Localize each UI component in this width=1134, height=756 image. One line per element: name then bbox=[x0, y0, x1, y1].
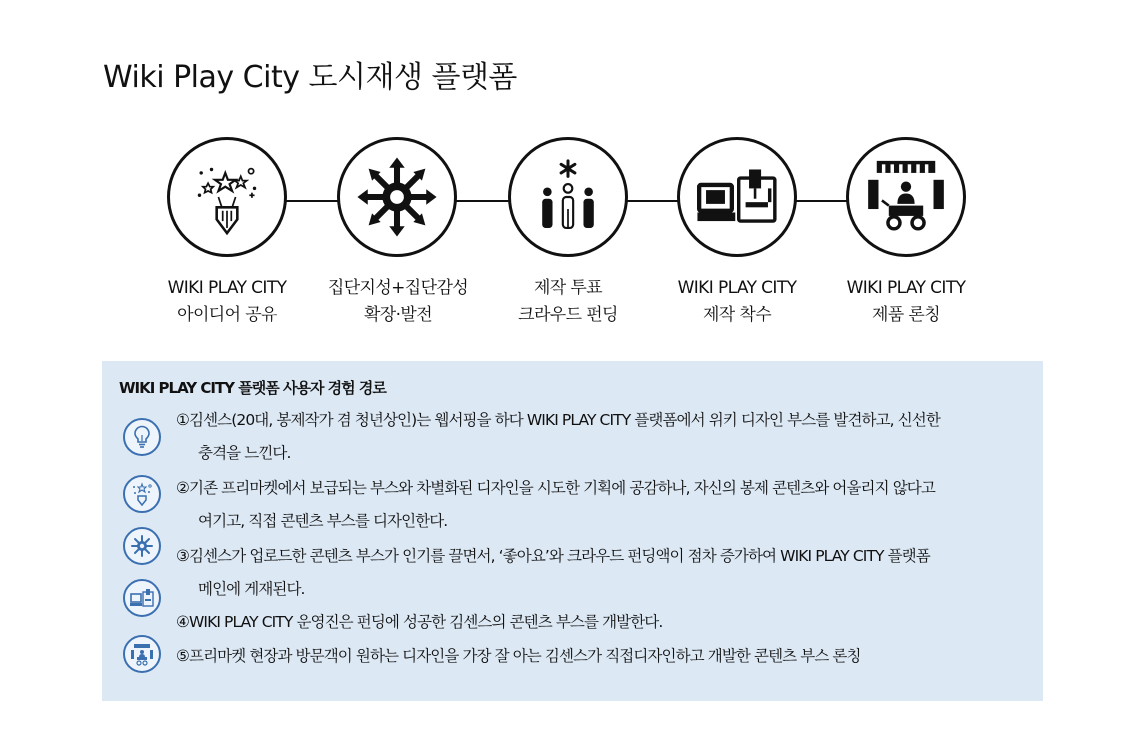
market-stall-icon bbox=[863, 154, 949, 240]
panel-item-2: ②기존 프리마켓에서 보급되는 부스와 차별화된 디자인을 시도한 기획에 공감하나, 자신의 봉제 콘텐츠와 어울리지 않다고 여기고, 직접 콘텐츠 부스를 디자인한다. bbox=[176, 479, 935, 530]
step-4-label: WIKI PLAY CITY 제작 착수 bbox=[677, 278, 797, 325]
fabrication-machine-icon bbox=[694, 154, 780, 240]
fabrication-machine-icon bbox=[129, 585, 155, 611]
collective-intelligence-icon bbox=[129, 533, 155, 559]
step-1-label: WIKI PLAY CITY 아이디어 공유 bbox=[167, 278, 287, 325]
collective-intelligence-icon bbox=[354, 154, 440, 240]
step-4-circle bbox=[677, 137, 797, 257]
idea-pen-icon bbox=[184, 154, 270, 240]
panel-item-5: ⑤프리마켓 현장과 방문객이 원하는 디자인을 가장 잘 아는 김센스가 직접디자인하고 개발한 콘텐츠 부스 론칭 bbox=[176, 647, 861, 665]
panel-icon-5 bbox=[123, 635, 161, 673]
step-5-label: WIKI PLAY CITY 제품 론칭 bbox=[846, 278, 966, 325]
step-3-label: 제작 투표 크라우드 펀딩 bbox=[518, 278, 618, 325]
panel-icon-3 bbox=[123, 527, 161, 565]
lightbulb-icon bbox=[129, 424, 155, 450]
panel-heading: WIKI PLAY CITY 플랫폼 사용자 경험 경로 bbox=[119, 379, 386, 397]
step-3-circle bbox=[508, 137, 628, 257]
panel-icon-1 bbox=[123, 418, 161, 456]
step-2-circle bbox=[337, 137, 457, 257]
user-experience-panel bbox=[102, 361, 1043, 701]
page-title: Wiki Play City 도시재생 플랫폼 bbox=[103, 60, 517, 95]
panel-item-4: ④WIKI PLAY CITY 운영진은 펀딩에 성공한 김센스의 콘텐츠 부스를 개발한다. bbox=[176, 613, 663, 631]
panel-icon-4 bbox=[123, 579, 161, 617]
step-5-circle bbox=[846, 137, 966, 257]
voting-people-icon bbox=[525, 154, 611, 240]
idea-pen-icon bbox=[129, 481, 155, 507]
panel-icon-2 bbox=[123, 475, 161, 513]
panel-item-1: ①김센스(20대, 봉제작가 겸 청년상인)는 웹서핑을 하다 WIKI PLAY CITY 플랫폼에서 위키 디자인 부스를 발견하고, 신선한 충격을 느낀다. bbox=[176, 411, 940, 462]
market-stall-icon bbox=[129, 641, 155, 667]
step-1-circle bbox=[167, 137, 287, 257]
step-2-label: 집단지성+집단감성 확장·발전 bbox=[327, 278, 469, 325]
panel-item-3: ③김센스가 업로드한 콘텐츠 부스가 인기를 끌면서, ‘좋아요’와 크라우드 펀딩액이 점차 증가하여 WIKI PLAY CITY 플랫폼 메인에 게재된다. bbox=[176, 547, 930, 598]
